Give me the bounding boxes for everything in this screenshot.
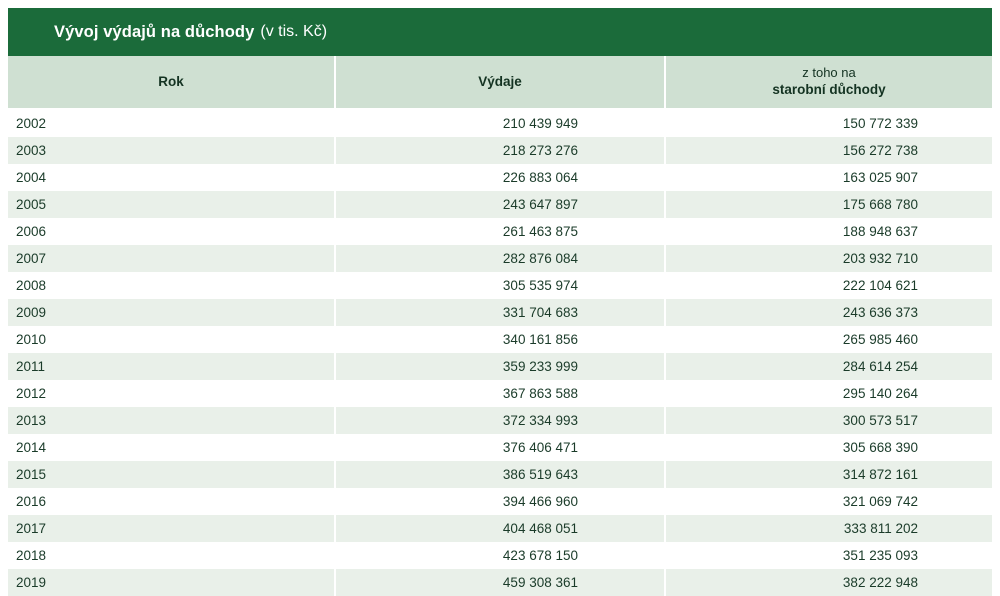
cell-year: 2007 [8, 245, 336, 272]
cell-year: 2008 [8, 272, 336, 299]
cell-expenditure: 359 233 999 [336, 353, 666, 380]
cell-expenditure: 210 439 949 [336, 110, 666, 137]
cell-expenditure: 331 704 683 [336, 299, 666, 326]
cell-year: 2017 [8, 515, 336, 542]
cell-old-age-pensions: 163 025 907 [842, 170, 918, 185]
cell-year: 2005 [8, 191, 336, 218]
cell-year: 2010 [8, 326, 336, 353]
column-header-old-age-pensions [666, 56, 992, 108]
cell-old-age-pensions: 305 668 390 [842, 440, 918, 455]
table-row [8, 353, 992, 380]
table-title-unit: (v tis. Kč) [260, 23, 328, 40]
cell-old-age-pensions: 300 573 517 [842, 413, 918, 428]
cell-old-age-pensions: 321 069 742 [842, 494, 918, 509]
cell-expenditure: 226 883 064 [336, 164, 666, 191]
cell-expenditure: 372 334 993 [336, 407, 666, 434]
table-row [8, 380, 992, 407]
table-row [8, 191, 992, 218]
cell-expenditure: 404 468 051 [336, 515, 666, 542]
column-header-expenditure: Výdaje [336, 56, 666, 108]
cell-year: 2013 [8, 407, 336, 434]
column-header-old-age-line1: z toho na [802, 65, 856, 81]
cell-year: 2016 [8, 488, 336, 515]
cell-year: 2014 [8, 434, 336, 461]
cell-old-age-pensions: 156 272 738 [842, 143, 918, 158]
table-body [8, 110, 992, 596]
table-row [8, 137, 992, 164]
cell-year: 2004 [8, 164, 336, 191]
cell-old-age-pensions: 382 222 948 [842, 575, 918, 590]
table-row [8, 272, 992, 299]
table-row [8, 110, 992, 137]
table-title: Vývoj výdajů na důchody [54, 22, 255, 41]
cell-year: 2002 [8, 110, 336, 137]
cell-expenditure: 459 308 361 [336, 569, 666, 596]
cell-old-age-pensions: 284 614 254 [842, 359, 918, 374]
table-row [8, 218, 992, 245]
cell-year: 2018 [8, 542, 336, 569]
cell-expenditure: 218 273 276 [336, 137, 666, 164]
cell-old-age-pensions: 188 948 637 [842, 224, 918, 239]
table-row [8, 434, 992, 461]
table-row [8, 164, 992, 191]
cell-expenditure: 305 535 974 [336, 272, 666, 299]
column-header-old-age-line2: starobní důchody [772, 81, 886, 97]
cell-year: 2006 [8, 218, 336, 245]
table-row [8, 326, 992, 353]
cell-old-age-pensions: 203 932 710 [842, 251, 918, 266]
cell-year: 2011 [8, 353, 336, 380]
cell-old-age-pensions: 265 985 460 [842, 332, 918, 347]
cell-year: 2009 [8, 299, 336, 326]
cell-old-age-pensions: 333 811 202 [843, 521, 918, 536]
cell-old-age-pensions: 314 872 161 [842, 467, 918, 482]
table-row [8, 488, 992, 515]
cell-expenditure: 394 466 960 [336, 488, 666, 515]
table-row [8, 245, 992, 272]
cell-old-age-pensions: 351 235 093 [842, 548, 918, 563]
cell-year: 2012 [8, 380, 336, 407]
pension-expenditure-table [8, 8, 992, 596]
table-row [8, 299, 992, 326]
cell-old-age-pensions: 222 104 621 [842, 278, 918, 293]
cell-expenditure: 243 647 897 [336, 191, 666, 218]
cell-old-age-pensions: 295 140 264 [842, 386, 918, 401]
cell-expenditure: 261 463 875 [336, 218, 666, 245]
cell-expenditure: 340 161 856 [336, 326, 666, 353]
cell-year: 2019 [8, 569, 336, 596]
cell-old-age-pensions: 175 668 780 [842, 197, 918, 212]
cell-expenditure: 282 876 084 [336, 245, 666, 272]
table-row [8, 569, 992, 596]
cell-expenditure: 367 863 588 [336, 380, 666, 407]
cell-expenditure: 423 678 150 [336, 542, 666, 569]
table-row [8, 515, 992, 542]
cell-expenditure: 376 406 471 [336, 434, 666, 461]
column-header-year: Rok [8, 56, 336, 108]
table-title-bar [8, 8, 992, 56]
table-header-row [8, 56, 992, 110]
cell-old-age-pensions: 150 772 339 [842, 116, 918, 131]
cell-old-age-pensions: 243 636 373 [842, 305, 918, 320]
table-row [8, 407, 992, 434]
table-row [8, 461, 992, 488]
table-row [8, 542, 992, 569]
cell-year: 2003 [8, 137, 336, 164]
cell-expenditure: 386 519 643 [336, 461, 666, 488]
cell-year: 2015 [8, 461, 336, 488]
